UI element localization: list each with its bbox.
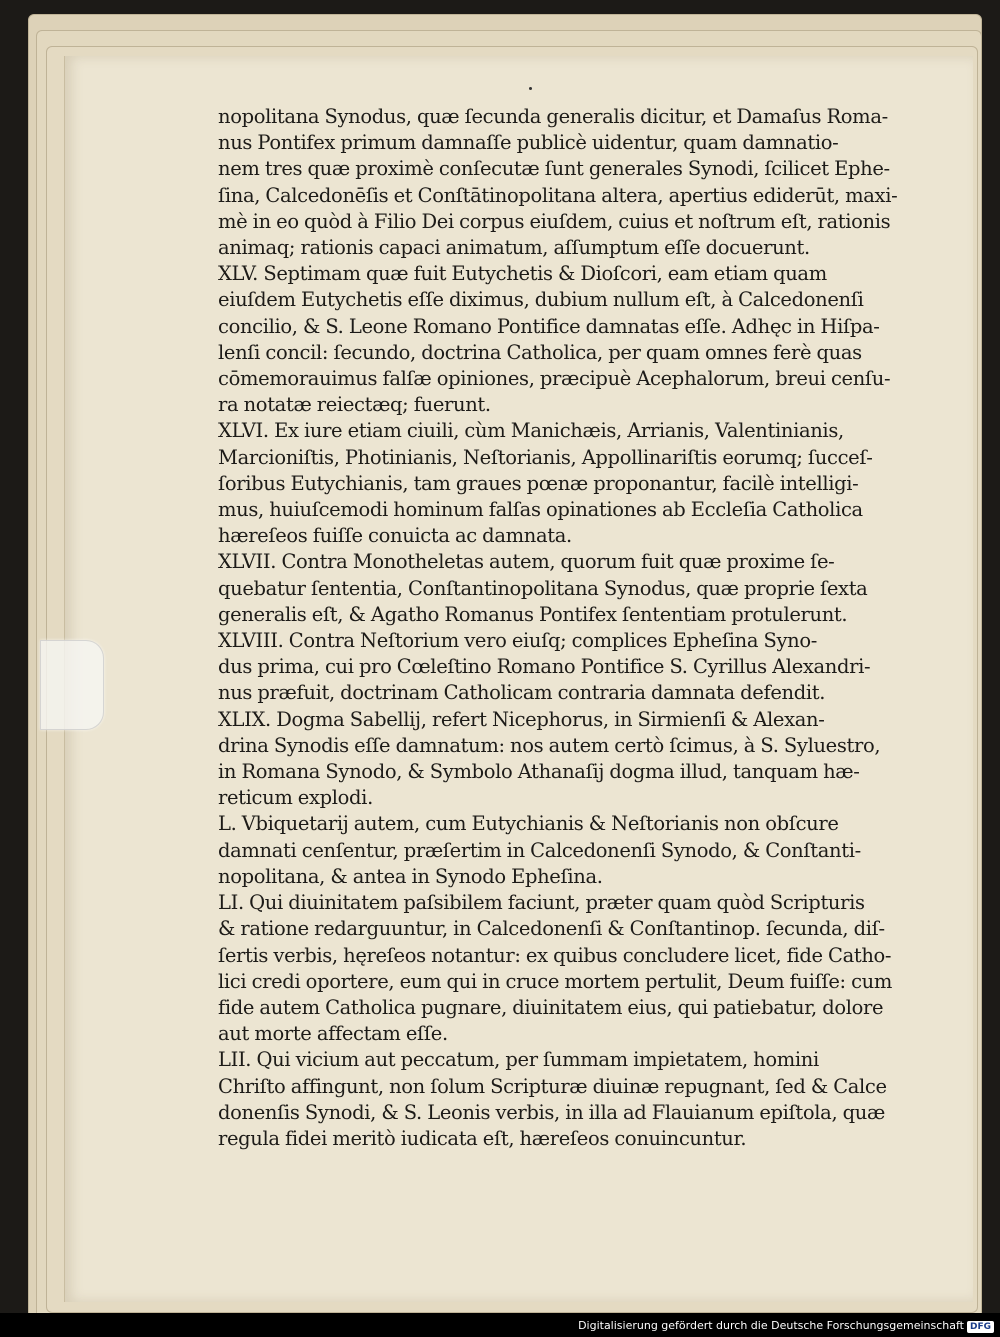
text-line: cōmemorauimus falſæ opiniones, præcipuè Acephalorum, breui cenſu- [218,367,891,391]
text-line: L. Vbiquetarij autem, cum Eutychianis & Neſtorianis non obſcure [218,812,839,836]
dfg-logo: DFG [967,1321,994,1333]
text-line: lenſi concil: ſecundo, doctrina Catholica, per quam omnes ferè quas [218,340,862,364]
text-line: ſina, Calcedonēſis et Conſtātinopolitana altera, apertius ediderūt, maxi- [218,183,898,207]
text-line: XLVII. Contra Monotheletas autem, quorum fuit quæ proxime ſe- [218,550,835,574]
text-line: LII. Qui vicium aut peccatum, per ſummam impietatem, homini [218,1048,819,1072]
funding-credit: Digitalisierung gefördert durch die Deutsche Forschungsgemeinschaft [578,1319,964,1332]
footer-bar [0,1313,1000,1337]
page-tab-marker [40,640,104,730]
text-line: nopolitana Synodus, quæ ſecunda generalis dicitur, et Damaſus Roma- [218,105,888,128]
text-line: in Romana Synodo, & Symbolo Athanaſij dogma illud, tanquam hæ- [218,760,860,784]
ink-speck [529,87,532,90]
text-line: nus præfuit, doctrinam Catholicam contraria damnata defendit. [218,681,826,705]
text-line: regula fidei meritò iudicata eſt, hæreſeos conuincuntur. [218,1126,747,1150]
text-line: Marcioniſtis, Photinianis, Neſtorianis, Appollinariſtis eorumq; ſucceſ- [218,445,873,469]
text-line: nus Pontifex primum damnaſſe publicè uidentur, quam damnatio- [218,131,839,155]
text-line: nem tres quæ proximè conſecutæ ſunt generales Synodi, ſcilicet Ephe- [218,157,890,181]
text-line: dus prima, cui pro Cœleſtino Romano Pontifice S. Cyrillus Alexandri- [218,655,871,679]
text-line: XLVI. Ex iure etiam ciuili, cùm Manichæis, Arrianis, Valentinianis, [218,419,844,443]
text-line: & ratione redarguuntur, in Calcedonenſi & Conſtantinop. ſecunda, diſ- [218,917,885,941]
text-line: animaq; rationis capaci animatum, aſſumptum eſſe docuerunt. [218,236,810,260]
text-line: XLV. Septimam quæ fuit Eutychetis & Dioſcori, eam etiam quam [218,262,827,286]
text-line: XLVIII. Contra Neſtorium vero eiuſq; complices Epheſina Syno- [218,629,817,653]
text-line: eiuſdem Eutychetis eſſe diximus, dubium nullum eſt, à Calcedonenſi [218,288,864,312]
text-line: LI. Qui diuinitatem paſsibilem faciunt, præter quam quòd Scripturis [218,891,865,915]
text-line: drina Synodis eſſe damnatum: nos autem certò ſcimus, à S. Syluestro, [218,733,881,757]
text-line: XLIX. Dogma Sabellij, refert Nicephorus, in Sirmienſi & Alexan- [218,707,825,731]
text-line: Chriſto affingunt, non ſolum Scripturæ diuinæ repugnant, ſed & Calce [218,1074,887,1098]
text-line: reticum explodi. [218,786,373,810]
text-line: damnati cenſentur, præſertim in Calcedonenſi Synodo, & Conſtanti- [218,838,861,862]
page-text [218,104,898,1152]
text-line: quebatur ſententia, Conſtantinopolitana Synodus, quæ proprie ſexta [218,576,868,600]
text-line: fide autem Catholica pugnare, diuinitatem eius, qui patiebatur, dolore [218,995,884,1019]
text-line: concilio, & S. Leone Romano Pontifice damnatas eſſe. Adhęc in Hiſpa- [218,314,880,338]
text-line: generalis eſt, & Agatho Romanus Pontifex ſententiam protulerunt. [218,602,848,626]
text-line: nopolitana, & antea in Synodo Epheſina. [218,864,603,888]
text-line: ſoribus Eutychianis, tam graues pœnæ proponantur, facilè intelligi- [218,471,859,495]
text-line: ra notatæ reiectæq; fuerunt. [218,393,491,417]
text-line: mus, huiuſcemodi hominum falſas opinationes ab Eccleſia Catholica [218,498,863,522]
text-line: aut morte affectam eſſe. [218,1022,448,1046]
text-line: hæreſeos fuiſſe conuicta ac damnata. [218,524,572,548]
text-line: mè in eo quòd à Filio Dei corpus eiuſdem, cuius et noſtrum eſt, rationis [218,209,891,233]
text-line: donenſis Synodi, & S. Leonis verbis, in illa ad Flauianum epiſtola, quæ [218,1100,885,1124]
text-line: ſertis verbis, hęreſeos notantur: ex quibus concludere licet, fide Catho- [218,943,892,967]
text-line: lici credi oportere, eum qui in cruce mortem pertulit, Deum fuiſſe: cum [218,969,893,993]
